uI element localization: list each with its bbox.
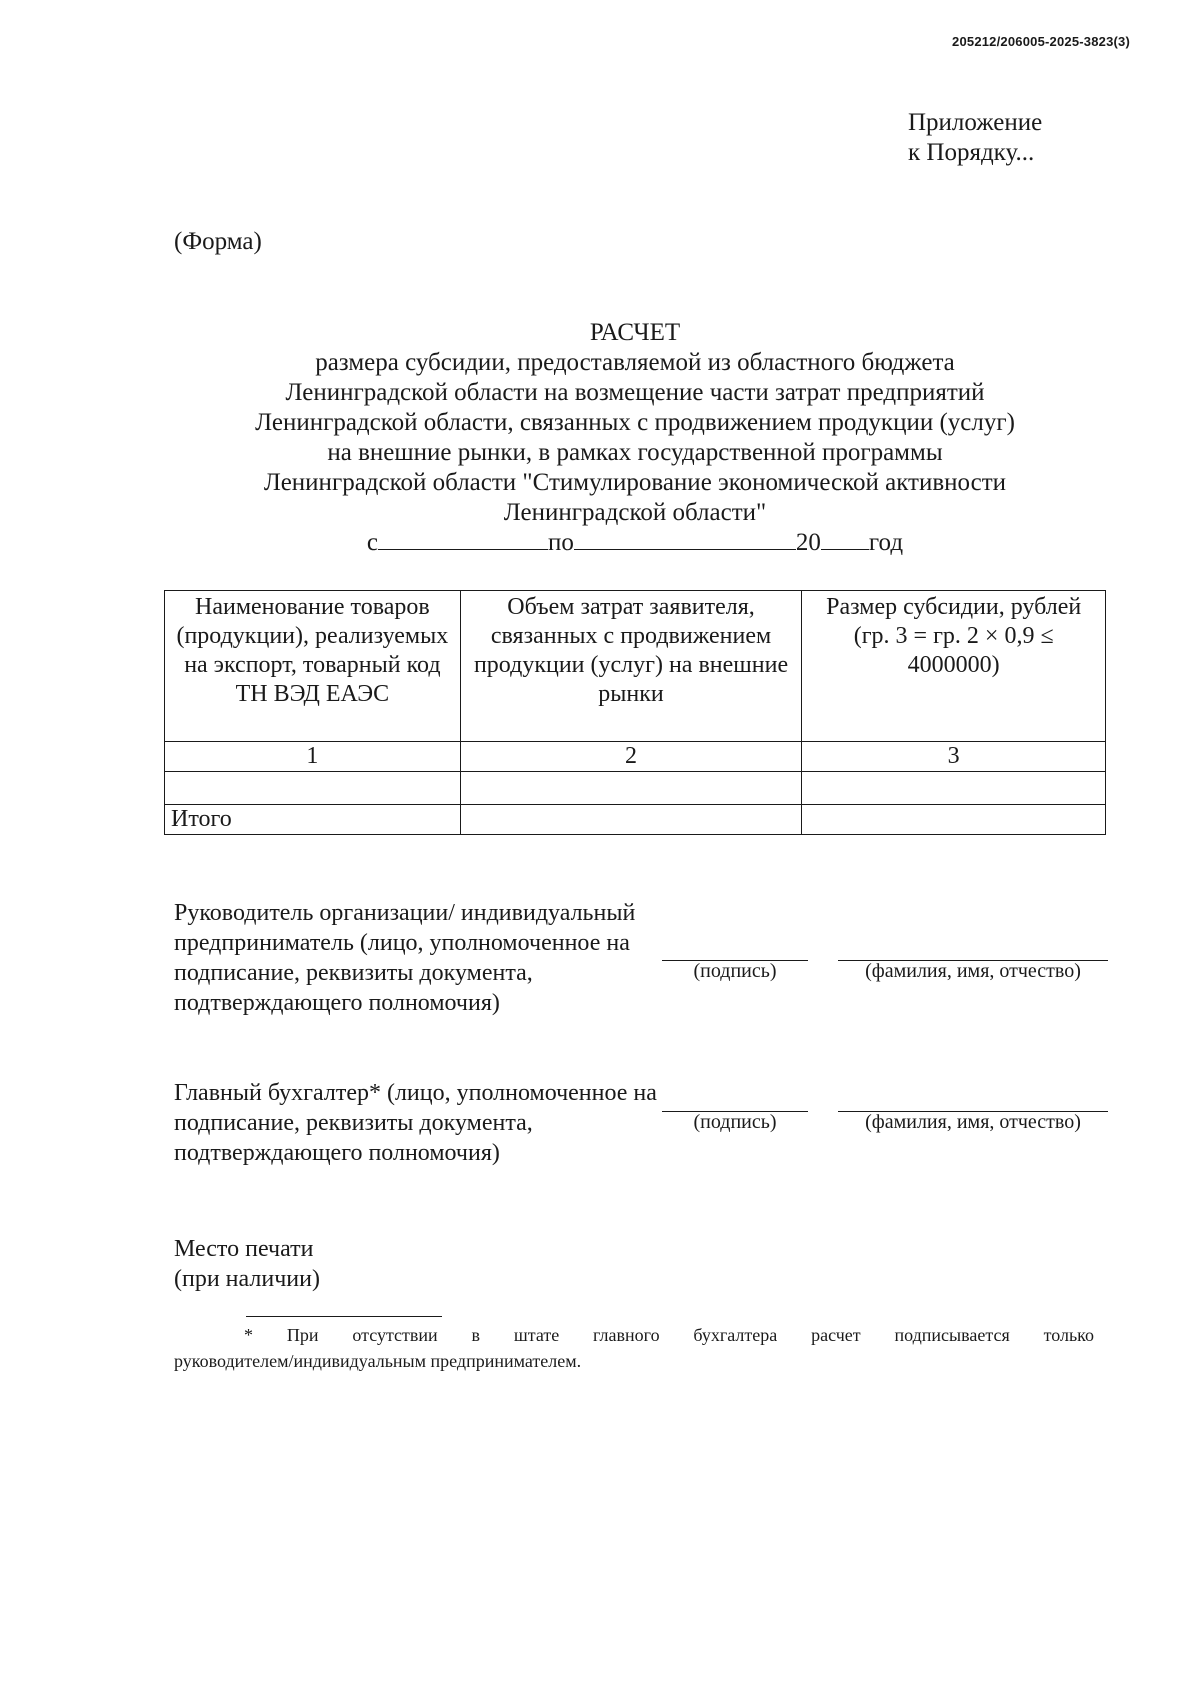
document-title [160,318,1110,528]
table-total-row [165,805,1106,835]
period-to-blank[interactable] [574,527,796,550]
title-line: Ленинградской области" [503,499,767,526]
column-number-cell: 2 [460,742,802,772]
table-header-row [165,591,1106,742]
appendix-line-1: Приложение [908,109,1043,136]
accountant-name-caption: (фамилия, имя, отчество) [865,1111,1081,1133]
footnote-line-1: * При отсутствии в штате главного бухгалтера расчет подписывается только [244,1325,1094,1345]
header-cell-goods: Наименование товаров (продукции), реализуемых на экспорт, товарный код ТН ВЭД ЕАЭС [165,591,461,742]
period-to-label: по [548,529,574,556]
accountant-signature-caption: (подпись) [693,1111,777,1133]
table-column-numbers-row [165,742,1106,772]
footnote-line-2: руководителем/индивидуальным предпринимателем. [174,1351,582,1371]
column-number-cell: 3 [802,742,1106,772]
title-line: Ленинградской области "Стимулирование экономической активности [263,469,1007,496]
footnote-divider [246,1316,442,1317]
period-year-blank[interactable] [821,527,869,550]
seal-note: (при наличии) [174,1266,320,1292]
column-number-cell: 1 [165,742,461,772]
table-cell[interactable] [165,772,461,805]
head-name-caption: (фамилия, имя, отчество) [865,960,1081,982]
title-heading: РАСЧЕТ [589,319,681,346]
document-number: 205212/206005-2025-3823(3) [952,34,1130,49]
table-cell[interactable] [460,772,802,805]
period-from-blank[interactable] [378,527,548,550]
footnote [174,1322,1094,1374]
table-cell[interactable] [460,805,802,835]
title-line: Ленинградской области, связанных с продвижением продукции (услуг) [255,409,1015,436]
table-row [165,772,1106,805]
table-cell[interactable] [802,805,1106,835]
header-cell-costs: Объем затрат заявителя, связанных с продвижением продукции (услуг) на внешние рынки [460,591,802,742]
period-line [160,527,1110,558]
title-line: на внешние рынки, в рамках государственной программы [327,439,943,466]
seal-label: Место печати [174,1236,314,1262]
head-signature-caption: (подпись) [693,960,777,982]
appendix-label [908,108,1042,168]
appendix-line-2: к Порядку... [908,139,1035,166]
period-year-prefix: 20 [795,529,821,556]
head-signature-text: Руководитель организации/ индивидуальный предприниматель (лицо, уполномоченное на подписание, реквизиты документа, подтверждающего полномочия) [174,900,636,1016]
period-from-label: с [366,529,379,556]
header-cell-subsidy: Размер субсидии, рублей (гр. 3 = гр. 2 × 0,9 ≤ 4000000) [802,591,1106,742]
table-cell[interactable] [802,772,1106,805]
seal-block [174,1234,664,1294]
total-label-cell: Итого [165,805,461,835]
calculation-table [164,590,1106,835]
title-line: Ленинградской области на возмещение части затрат предприятий [285,379,985,406]
period-year-label: год [868,529,904,556]
accountant-signature-text: Главный бухгалтер* (лицо, уполномоченное на подписание, реквизиты документа, подтверждающего полномочия) [174,1080,657,1166]
title-line: размера субсидии, предоставляемой из областного бюджета [315,349,955,376]
form-label: (Форма) [174,228,262,255]
